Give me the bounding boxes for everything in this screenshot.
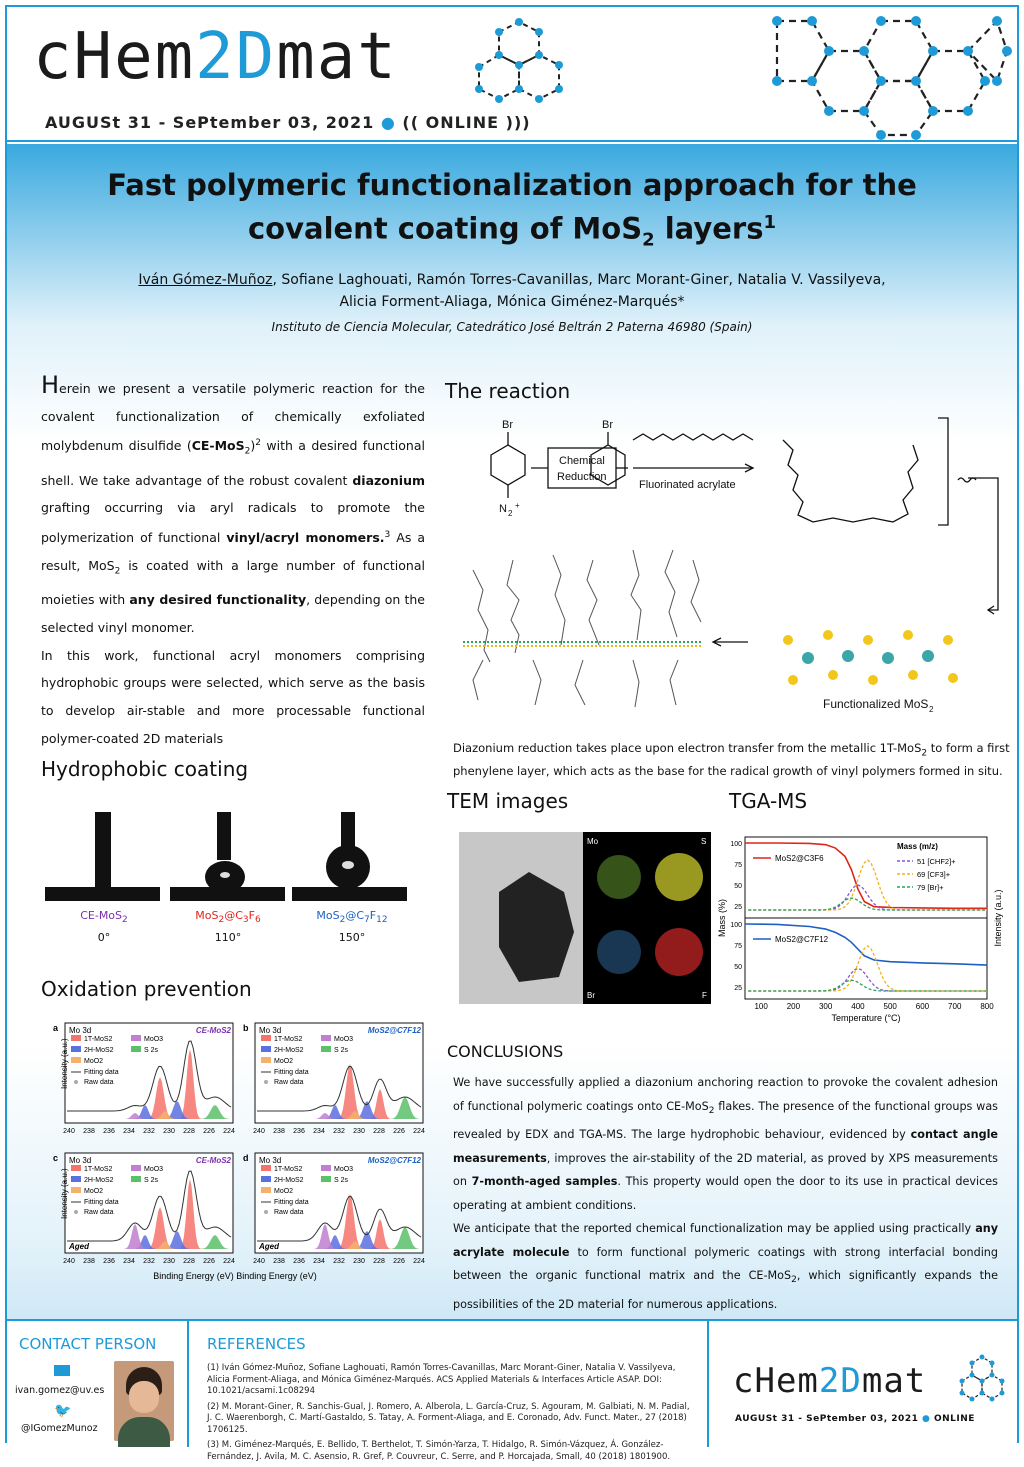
xps-legend-swatch: [321, 1035, 331, 1041]
xps-panel-letter: b: [243, 1023, 249, 1033]
conc-p1b: flakes. The presence of the functional groups was revealed by EDX and TGA-MS. The large hydrophobic behaviour, evidenced by: [453, 1099, 998, 1142]
xps-panel: [243, 1153, 425, 1265]
title-sup: 1: [763, 212, 776, 233]
xps-legend-label: Fitting data: [274, 1069, 309, 1076]
xps-tick-label: 234: [123, 1128, 135, 1135]
xps-tick-label: 238: [273, 1258, 285, 1265]
footer-logo-post: mat: [861, 1361, 927, 1401]
xps-sample-label: CE-MoS2: [195, 1156, 231, 1165]
tga-xtick: 100: [754, 1002, 768, 1011]
reduction-label: Reduction: [557, 471, 607, 483]
tga-ytick: 50: [734, 963, 742, 971]
conc-p2b: to form functional polymeric coatings with strong interfacial bonding between the organic functional matrix and the CE-MoS: [453, 1245, 998, 1283]
xps-aged-label: Aged: [259, 1242, 279, 1251]
dot-icon: ●: [380, 113, 396, 132]
xps-legend-label: MoO2: [84, 1188, 104, 1195]
xps-region-label: Mo 3d: [259, 1026, 282, 1035]
xps-tick-label: 236: [103, 1258, 115, 1265]
intro-sub-2: 2: [114, 566, 121, 577]
xps-legend-swatch: [261, 1057, 271, 1063]
mos2-lattice: [783, 630, 958, 685]
reaction-scheme-svg: [453, 410, 1013, 730]
benzene-ring-1: [491, 445, 525, 485]
authors-line-1: [67, 269, 957, 291]
intro-paragraph-1: [41, 371, 425, 642]
conclusions-paragraph-2: [453, 1217, 998, 1316]
intro-diazonium: diazonium: [352, 472, 425, 488]
conc-p2a: We anticipate that the reported chemical functionalization may be applied using practically: [453, 1222, 976, 1236]
avatar: [114, 1361, 174, 1441]
conclusions-paragraph-1: [453, 1071, 998, 1217]
xps-legend-swatch: [131, 1046, 141, 1052]
twitter-icon: 🐦: [54, 1403, 72, 1419]
contact-angle-sample-label: CE-MoS$_2$: [80, 909, 128, 926]
xps-legend-swatch: [71, 1176, 81, 1182]
authors: [67, 269, 957, 313]
xps-region-label: Mo 3d: [259, 1156, 282, 1165]
xps-legend-label: S 2s: [334, 1177, 349, 1184]
tga-xtick: 300: [818, 1002, 833, 1011]
co-authors-2: Alicia Forment-Aliaga, Mónica Giménez-Marqués*: [339, 294, 685, 310]
heading-oxidation: Oxidation prevention: [41, 977, 252, 1001]
intro-p1b: with a desired functional shell. We take advantage of the robust covalent: [41, 438, 425, 488]
xps-panel: [53, 1153, 235, 1265]
intro-p1f: , depending on the selected vinyl monomer.: [41, 592, 425, 635]
conc-p1d: . This property would open the door to its use in practical devices operating at ambient conditions.: [453, 1175, 998, 1212]
intro-p1a: erein we present a versatile polymeric reaction for the covalent functionalization of chemically exfoliated molybdenum disulfide (: [41, 381, 425, 454]
xps-legend-label: Raw data: [84, 1079, 114, 1086]
footer-hex-icon: [957, 1355, 1007, 1411]
footer: [7, 1319, 1017, 1462]
tga-xlabel: Temperature (°C): [831, 1013, 901, 1023]
xps-legend-label: 1T-MoS2: [274, 1036, 303, 1043]
conference-logo: [33, 17, 398, 97]
xps-panel-letter: c: [53, 1153, 59, 1163]
xps-panel-letter: d: [243, 1153, 249, 1163]
xps-legend-raw: [264, 1210, 268, 1214]
xps-sample-label: MoS2@C7F12: [367, 1026, 421, 1035]
tga-ytick: 100: [730, 841, 742, 848]
xps-legend-label: 2H-MoS2: [274, 1047, 304, 1054]
xps-legend-raw: [264, 1080, 268, 1084]
contact-angle-sample-label: $MoS_2@C_7F_{12}$: [316, 909, 388, 926]
conc-sub-2: 2: [791, 1275, 797, 1286]
xps-legend-label: 1T-MoS2: [84, 1166, 113, 1173]
xps-legend-swatch: [261, 1035, 271, 1041]
email-icon: [54, 1365, 70, 1376]
affiliation: Instituto de Ciencia Molecular, Catedrático José Beltrán 2 Paterna 46980 (Spain): [271, 320, 753, 334]
conc-bold-3: any acrylate molecule: [453, 1222, 998, 1259]
intro-p1c: grafting occurring via aryl radicals to promote the polymerization of functional: [41, 500, 425, 546]
xps-tick-label: 234: [123, 1258, 135, 1265]
xps-tick-label: 232: [333, 1258, 345, 1265]
conc-p2c: , which significantly expands the possibilities of the 2D material for numerous applications.: [453, 1269, 998, 1311]
xps-region-label: Mo 3d: [69, 1156, 92, 1165]
footer-dates: [735, 1414, 975, 1424]
tga-xtick: 200: [786, 1002, 801, 1011]
xps-tick-label: 236: [103, 1128, 115, 1135]
references-list: [207, 1363, 692, 1467]
xps-tick-label: 224: [223, 1128, 235, 1135]
xps-tick-label: 228: [183, 1258, 195, 1265]
xps-ylabel: Intensity (a.u.): [60, 1038, 69, 1089]
xps-tick-label: 232: [143, 1128, 155, 1135]
xps-legend-raw: [74, 1080, 78, 1084]
tem-label-s: S: [701, 837, 707, 846]
contact-column: [7, 1321, 189, 1447]
br-label-1: Br: [502, 419, 513, 431]
contact-angle-value: 110°: [214, 931, 242, 944]
xps-tick-label: 228: [183, 1128, 195, 1135]
tga-xtick: 700: [948, 1002, 962, 1011]
xps-tick-label: 230: [353, 1258, 365, 1265]
contact-angle-value: 0°: [97, 931, 111, 944]
contact-angle-sample-label: $MoS_2@C_3F_6$: [195, 909, 261, 926]
xps-sample-label: MoS2@C7F12: [367, 1156, 421, 1165]
xps-legend-swatch: [261, 1046, 271, 1052]
reference-item: (1) Iván Gómez-Muñoz, Sofiane Laghouati, Ramón Torres-Cavanillas, Marc Morant-Giner, Natalia V. Vassilyeva, Alicia Forment-Aliaga, and Mónica Giménez-Marqués. ACS Applied Materials & Interfaces Article ASAP. DOI: 10.1021/acsami.1c08294: [207, 1363, 676, 1396]
title-line-2: [27, 204, 997, 258]
co-authors-1: , Sofiane Laghouati, Ramón Torres-Cavanillas, Marc Morant-Giner, Natalia V. Vassilyeva,: [272, 272, 886, 288]
br-label-2: Br: [602, 419, 613, 431]
xps-tick-label: 240: [63, 1128, 75, 1135]
xps-xlabel: Binding Energy (eV) Binding Energy (eV): [153, 1271, 317, 1281]
intro-text: [41, 371, 425, 752]
chemical-label: Chemical: [559, 455, 605, 467]
title-line-1: Fast polymeric functionalization approach for the: [107, 168, 917, 202]
xps-legend-label: MoO3: [334, 1166, 354, 1173]
tga-xtick: 400: [851, 1002, 865, 1011]
tem-image-panel: [459, 832, 711, 1004]
conclusions-text: [453, 1071, 998, 1316]
title-line-2-tail: layers: [654, 211, 764, 246]
intro-paragraph-2: In this work, functional acryl monomers comprising hydrophobic groups were selected, which serve as the basis to develop air-stable and more processable functional polymer-coated 2D materials: [41, 647, 425, 746]
polymer-brushes: [473, 550, 701, 707]
xps-legend-swatch: [321, 1176, 331, 1182]
footer-online: ONLINE: [934, 1414, 975, 1424]
tem-label-f: F: [702, 991, 707, 1000]
online-text: ONLINE: [425, 113, 500, 132]
tga-legend-label: 69 [CF3]+: [917, 870, 951, 879]
fluorinated-acrylate-label: Fluorinated acrylate: [639, 479, 736, 491]
intro-ref-2: 2: [255, 438, 262, 449]
xps-legend-swatch: [71, 1057, 81, 1063]
intro-sub: 2: [244, 447, 251, 458]
tga-ytick: 50: [734, 882, 742, 890]
footer-logo: [733, 1361, 926, 1401]
intro-p1d: As a result, MoS: [41, 530, 425, 574]
tga-xtick: 500: [883, 1002, 897, 1011]
conc-bold-1: contact angle measurements: [453, 1128, 998, 1165]
xps-legend-label: MoO3: [144, 1036, 164, 1043]
xps-legend-raw: [74, 1210, 78, 1214]
footer-logo-pre: cHem: [733, 1361, 819, 1401]
title-sub: 2: [642, 229, 655, 251]
xps-legend-swatch: [261, 1165, 271, 1171]
xps-legend-label: Raw data: [274, 1209, 304, 1216]
conc-p1c: , improves the air-stability of the 2D material, as proved by XPS measurements on: [453, 1151, 998, 1189]
n2-sub: 2: [508, 509, 513, 518]
xps-aged-label: Aged: [69, 1242, 89, 1251]
xps-legend-label: Fitting data: [84, 1069, 119, 1076]
conc-sub: 2: [708, 1105, 715, 1116]
xps-tick-label: 238: [83, 1128, 95, 1135]
title-line-2-text: covalent coating of MoS: [247, 211, 643, 246]
xps-tick-label: 238: [273, 1128, 285, 1135]
wifi-icon: ((: [402, 113, 420, 132]
intro-any: any desired functionality: [129, 592, 307, 608]
xps-legend-label: MoO3: [144, 1166, 164, 1173]
contact-angle-value: 150°: [338, 931, 366, 944]
xps-tick-label: 224: [413, 1258, 425, 1265]
conc-bold-2: 7-month-aged samples: [471, 1175, 618, 1189]
xps-legend-label: 2H-MoS2: [274, 1177, 304, 1184]
reaction-caption: [453, 739, 1013, 780]
xps-tick-label: 232: [333, 1128, 345, 1135]
tem-label-br: Br: [587, 991, 595, 1000]
tga-ytick: 75: [734, 942, 742, 950]
contact-heading: CONTACT PERSON: [19, 1335, 157, 1353]
dates-text: AUGUSt 31 - SePtember 03, 2021: [45, 113, 375, 132]
tga-chart-svg: [717, 831, 1009, 1041]
xps-legend-label: 2H-MoS2: [84, 1047, 114, 1054]
heading-tem: TEM images: [447, 789, 569, 813]
xps-legend-swatch: [321, 1046, 331, 1052]
xps-region-label: Mo 3d: [69, 1026, 92, 1035]
xps-tick-label: 228: [373, 1258, 385, 1265]
xps-tick-label: 228: [373, 1128, 385, 1135]
intro-vinyl: vinyl/acryl monomers.: [226, 530, 385, 546]
xps-legend-swatch: [261, 1176, 271, 1182]
reaction-scheme: [453, 410, 1013, 730]
xps-legend-label: S 2s: [144, 1047, 159, 1054]
xps-tick-label: 224: [223, 1258, 235, 1265]
footer-dates-text: AUGUSt 31 - SePtember 03, 2021: [735, 1414, 919, 1424]
caption-a: Diazonium reduction takes place upon electron transfer from the metallic 1T-MoS: [453, 741, 922, 755]
xps-tick-label: 232: [143, 1258, 155, 1265]
xps-legend-label: 2H-MoS2: [84, 1177, 114, 1184]
xps-legend-label: MoO2: [274, 1188, 294, 1195]
tga-legend-label: 51 [CHF2]+: [917, 857, 956, 866]
xps-legend-swatch: [261, 1187, 271, 1193]
tga-series-name: MoS2@C7F12: [775, 935, 829, 944]
xps-legend-label: S 2s: [334, 1047, 349, 1054]
xps-tick-label: 230: [163, 1128, 175, 1135]
tga-ytick: 100: [730, 922, 742, 929]
xps-legend-swatch: [131, 1035, 141, 1041]
contact-email[interactable]: ivan.gomez@uv.es: [15, 1385, 105, 1396]
poster-frame: [5, 5, 1019, 1462]
acrylate-chain: [633, 434, 753, 440]
xps-legend-label: MoO2: [274, 1058, 294, 1065]
contact-angle-images: [45, 807, 425, 917]
header: [7, 7, 1017, 142]
xps-spectra: [45, 1021, 425, 1281]
xps-legend-label: Fitting data: [84, 1199, 119, 1206]
tga-y2label: Intensity (a.u.): [993, 889, 1003, 947]
xps-tick-label: 226: [393, 1128, 405, 1135]
xps-legend-swatch: [71, 1165, 81, 1171]
xps-tick-label: 230: [163, 1258, 175, 1265]
xps-tick-label: 234: [313, 1258, 325, 1265]
n2-sup: +: [515, 501, 520, 510]
tga-ytick: 75: [734, 861, 742, 869]
tem-label-mo: Mo: [587, 837, 599, 846]
xps-legend-swatch: [71, 1035, 81, 1041]
n2-label: N: [499, 503, 507, 515]
functionalized-label: Functionalized MoS: [823, 697, 929, 711]
xps-panel: [53, 1023, 235, 1135]
xps-legend-label: S 2s: [144, 1177, 159, 1184]
tga-legend-label: 79 [Br]+: [917, 883, 944, 892]
heading-conclusions: CONCLUSIONS: [447, 1042, 564, 1061]
hex-lattice-icon-large: [767, 13, 1012, 138]
xps-tick-label: 234: [313, 1128, 325, 1135]
footer-logo-2d: 2D: [818, 1361, 862, 1401]
rss-icon: ))): [505, 113, 531, 132]
xps-legend-label: 1T-MoS2: [274, 1166, 303, 1173]
heading-tga: TGA-MS: [729, 789, 808, 813]
tga-ytick: 25: [734, 984, 742, 992]
caption-sub: 2: [921, 748, 928, 759]
tga-chart: [717, 831, 1009, 1041]
xps-legend-label: Raw data: [274, 1079, 304, 1086]
xps-spectra-svg: [45, 1021, 425, 1281]
presenter-name: Iván Gómez-Muñoz: [138, 272, 273, 288]
reference-item: (2) M. Morant-Giner, R. Sanchis-Gual, J. Romero, A. Alberola, L. García-Cruz, S. Agouram, M. Galbiati, N. M. Padial, J. C. Waerenborgh, C. Martí-Gastaldo, S. Tatay, A. Forment-Aliaga, and E. Coronado, Adv. Funct. Mater., 27 (2018) 1706125.: [207, 1401, 690, 1435]
xps-ylabel: Intensity (a.u.): [60, 1168, 69, 1219]
contact-twitter[interactable]: @IGomezMunoz: [21, 1423, 98, 1434]
xps-tick-label: 226: [203, 1128, 215, 1135]
xps-legend-label: Raw data: [84, 1209, 114, 1216]
tga-xtick: 800: [980, 1002, 994, 1011]
xps-legend-swatch: [71, 1187, 81, 1193]
intro-ref-3: 3: [384, 530, 391, 541]
tga-ylabel: Mass (%): [717, 899, 727, 937]
logo-text-2d: 2D: [195, 20, 277, 94]
intro-ce: CE-MoS: [191, 438, 245, 454]
xps-tick-label: 224: [413, 1128, 425, 1135]
conference-dates: [45, 113, 531, 132]
intro-paren: ): [250, 438, 256, 454]
logo-text-pre: cHem: [33, 20, 196, 94]
xps-tick-label: 236: [293, 1258, 305, 1265]
xps-legend-label: 1T-MoS2: [84, 1036, 113, 1043]
tga-series-name: MoS2@C3F6: [775, 854, 824, 863]
drop-cap: H: [41, 371, 60, 399]
functionalized-sub: 2: [929, 705, 934, 714]
xps-tick-label: 230: [353, 1128, 365, 1135]
xps-legend-swatch: [321, 1165, 331, 1171]
tga-legend-title: Mass (m/z): [897, 842, 938, 851]
intro-p1e: is coated with a large number of functional moieties with: [41, 558, 425, 608]
xps-panel-letter: a: [53, 1023, 59, 1033]
xps-legend-label: Fitting data: [274, 1199, 309, 1206]
tga-ytick: 25: [734, 903, 742, 911]
heading-reaction: The reaction: [445, 379, 571, 403]
conc-p1a: We have successfully applied a diazonium anchoring reaction to provoke the covalent adhesion of functional polymeric coatings onto CE-MoS: [453, 1076, 998, 1113]
footer-dot-icon: ●: [922, 1414, 931, 1424]
xps-tick-label: 238: [83, 1258, 95, 1265]
logo-text-post: mat: [276, 20, 398, 94]
caption-b: to form a first phenylene layer, which acts as the base for the radical growth of vinyl polymers formed in situ.: [453, 741, 1010, 779]
hex-lattice-icon-small: [469, 17, 569, 117]
xps-legend-label: MoO3: [334, 1036, 354, 1043]
xps-legend-swatch: [131, 1165, 141, 1171]
xps-sample-label: CE-MoS2: [195, 1026, 231, 1035]
xps-legend-label: MoO2: [84, 1058, 104, 1065]
tga-xtick: 600: [915, 1002, 930, 1011]
xps-tick-label: 236: [293, 1128, 305, 1135]
xps-tick-label: 226: [203, 1258, 215, 1265]
xps-tick-label: 240: [63, 1258, 75, 1265]
tem-image-svg: [459, 832, 711, 1004]
xps-panel: [243, 1023, 425, 1135]
heading-hydrophobic: Hydrophobic coating: [41, 757, 249, 781]
references-heading: REFERENCES: [207, 1335, 306, 1353]
xps-legend-swatch: [71, 1046, 81, 1052]
xps-tick-label: 226: [393, 1258, 405, 1265]
xps-tick-label: 240: [253, 1128, 265, 1135]
xps-legend-swatch: [131, 1176, 141, 1182]
poster-title: [27, 167, 997, 258]
reference-item: (3) M. Giménez-Marqués, E. Bellido, T. Berthelot, T. Simón-Yarza, T. Hidalgo, R. Simón-Vázquez, Á. González-Fernández, J. Avila, M. C. Asensio, R. Gref, P. Couvreur, C. Serre, and P. Horcajada, Small, 40 (2018) 1801900.: [207, 1440, 671, 1462]
xps-tick-label: 240: [253, 1258, 265, 1265]
